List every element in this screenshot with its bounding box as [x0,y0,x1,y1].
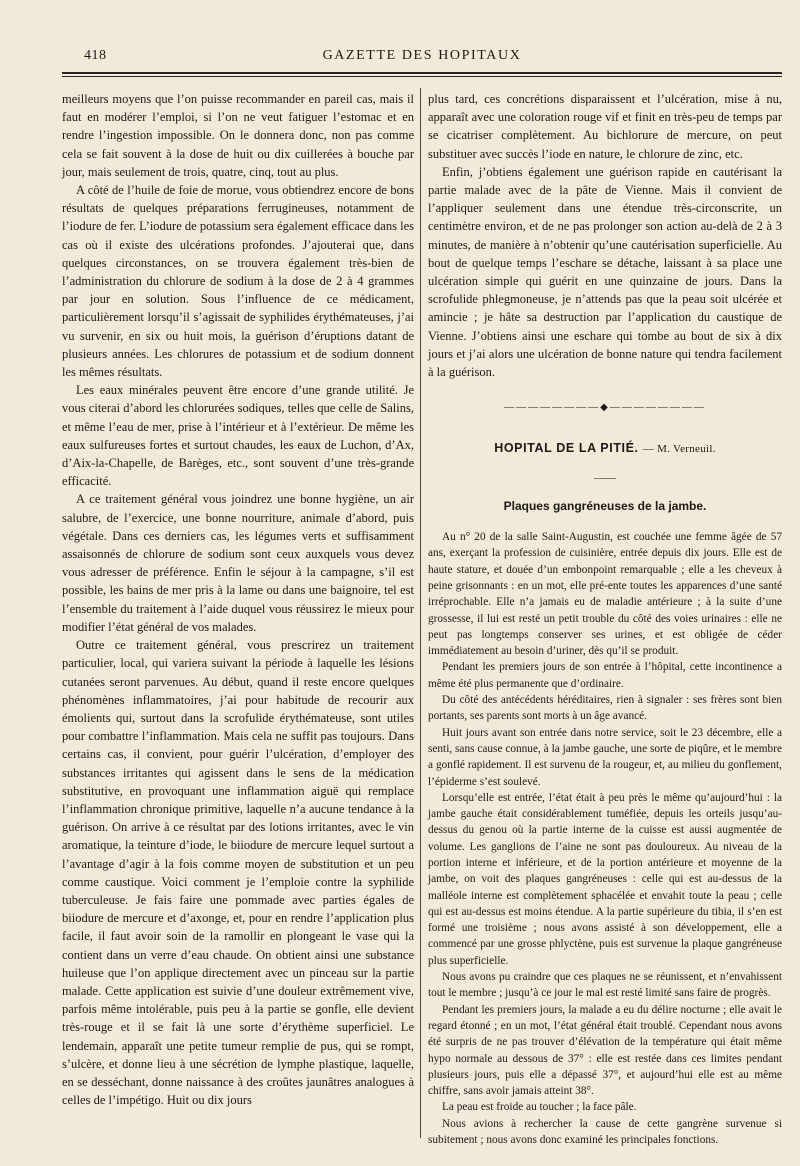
short-rule: —— [594,471,616,484]
paragraph: Huit jours avant son entrée dans notre service, soit le 23 décembre, elle a senti, sans cause connue, à la jambe gauche, une sorte de piqûre, et le membre a gonflé rapidement. Il est survenu de la rougeur, et, au milieu du gonflement, l’épiderme s’est soulevé. [428,726,782,788]
paragraph: Lorsqu’elle est entrée, l’état était à peu près le même qu’aujourd’hui : la jambe gauche était considérablement tuméfiée, depuis les orteils jusqu’au-dessus du genou où la partie interne de la cuisse est aussi augmentée de volume. Les ganglions de l’aine ne sont pas douloureux. Au niveau de la portion interne et inférieure, et de la portion antérieure et moyenne de la jambe, on voit des plaques gangréneuses : celle qui est au-dessus de la malléole interne est complètement sphacélée et envahit toute la peau ; celle qui est au-dessus est moins étendue. A la partie supérieure du tibia, il s’en est formé une troisième ; nous avons assisté à son développement, elle a commencé par une grosse phlyctène, puis est survenue la plaque gangréneuse plus superficielle. [428,791,782,967]
paragraph: Outre ce traitement général, vous prescrirez un traitement particulier, local, qui variera suivant la période à laquelle les lésions cutanées seront parvenues. Au début, quand il reste encore quelques phénomènes inflammatoires, j’ai pour habitude de recourir aux émolients qui, surtout dans la scrofulide érythémateuse, sont utiles pour combattre l’inflammation. Mais cela ne suffit pas toujours. Dans certains cas, il convient, pour guérir l’ulcération, d’employer des substances irritantes qui agissent dans le sens de la médication substitutive, en provoquant une inflammation aiguë qui remplace l’inflammation chronique primitive, laquelle n’a aucune tendance à la guérison. On arrive à ce résultat par des lotions irritantes, avec le vin aromatique, la teinture d’iode, le biiodure de mercure lequel surtout a l’avantage d’agir à la fois comme moyen de substitution et un peu comme caustique. Voici comment je l’emploie contre la syphilide tuberculeuse. Je fais faire une pommade avec parties égales de biiodure de mercure et d’axonge, et, pour en rendre l’application plus facile, il faut avoir soin de la ramollir en plongeant le vase qui la contient dans un verre d’eau chaude. On obtient ainsi une substance huileuse que l’on applique directement avec un pinceau sur la partie malade. Cette application est suivie d’une douleur extrêmement vive, parfois même intolérable, puis peu à la partie se gonfle, elle devient très-rouge et il se fait là une sorte d’érythème superficiel. Le lendemain, apparaît une petite tumeur remplie de pus, qui se rompt, s’ulcère, et donne lieu à une sécrétion de lymphe plastique, laquelle, en se desséchant, donne naissance à des croûtes jaunâtres analogues à celles de l’impétigo. Huit ou dix jours [62,638,414,1108]
paragraph: Pendant les premiers jours de son entrée à l’hôpital, cette incontinence a même été plus permanente que d’ordinaire. [428,661,782,690]
section-divider: ————————◆———————— [504,402,706,414]
paragraph: Pendant les premiers jours, la malade a eu du délire nocturne ; elle avait le regard étonné ; en un mot, l’état général était troublé. Cependant nous avons été surpris de ne pas trouver d’élévation de la température qui était même hypo normale au dessous de 37° : elle est restée dans ces limites pendant plusieurs jours, puis elle a dépassé 37°, et aujourd’hui elle est au même chiffre, sans avoir jamais atteint 38°. [428,1003,782,1098]
article-subtitle: Plaques gangréneuses de la jambe. [503,498,707,513]
paragraph: Nous avions à rechercher la cause de cette gangrène survenue si subitement ; nous avons donc examiné les principales fonctions. [428,1117,782,1147]
paragraph: A ce traitement général vous joindrez une bonne hygiène, un air salubre, de l’exercice, une bonne nourriture, animale d’abord, puis végétale. Dans ces derniers cas, les légumes verts et suffisamment assaisonnés de chlorure de sodium sont ceux auxquels vous devez vous adresser de préférence. Enfin le séjour à la campagne, s’il est possible, les bains de mer pris à la lame ou dans une baignoire, tel est l’ensemble du traitement à l’aide duquel vous réussirez le mieux pour modifier l’état général de vos malades. [62,492,414,634]
right-column [428,90,782,1148]
paragraph: plus tard, ces concrétions disparaissent et l’ulcération, mise à nu, apparaît avec une coloration rouge vif et finit en très-peu de temps par se cicatriser complètement. Au bichlorure de mercure, on peut substituer avec succès l’iode en nature, le chlorure de zinc, etc. [428,92,782,161]
paragraph: Au n° 20 de la salle Saint-Augustin, est couchée une femme âgée de 57 ans, exerçant la profession de cuisinière, entrée depuis dix jours. Elle est de haute stature, et douée d’un embonpoint remarquable ; elle a les cheveux à peine grisonnants : en un mot, elle pré-ente toutes les apparences d’une santé irréprochable. Elle n’a jamais eu de maladie antérieure ; à la suite d’une grossesse, il lui est resté un petit trouble du côté des voies urinaires : elle ne peut pas longtemps conserver ses urines, et est obligée de céder immédiatement au besoin d’uriner, dès qu’il se produit. [428,531,782,658]
paragraph: Enfin, j’obtiens également une guérison rapide en cautérisant la partie malade avec de la pâte de Vienne. Mais il convient de l’appliquer seulement dans une étendue très-circonscrite, un centimètre environ, et de ne pas prolonger son action au-delà de 2 à 3 minutes, de manière à n’obtenir qu’une cautérisation superficielle. Au bout de quelque temps l’eschare se détache, laissant à sa place une ulcération simple qui guérit en une quinzaine de jours. Dans la scrofulide phlegmoneuse, je n’attends pas que la peau soit ulcérée et amincie ; je hâte sa destruction par l’application du caustique de Vienne. J’obtiens ainsi une eschare qui tombe au bout de six à dix jours et j’ai alors une ulcération de bonne nature qui tendra facilement à la guérison. [428,164,782,380]
paragraph: Les eaux minérales peuvent être encore d’une grande utilité. Je vous citerai d’abord les chlorurées sodiques, telles que celle de Salins, et même l’eau de mer, prise à l’intérieur et à l’extérieur. De même les eaux sulfureuses fortes et surtout chaudes, les eaux de Luchon, d’Ax, d’Aix-la-Chapelle, de Barèges, etc., sont souvent d’une très-grande efficacité. [62,383,414,489]
paragraph: Nous avons pu craindre que ces plaques ne se réunissent, et n’envahissent tout le membre ; jusqu’à ce jour le mal est resté limité sans faire de progrès. [428,971,782,1000]
left-column [62,90,414,1109]
paragraph: Du côté des antécédents héréditaires, rien à signaler : ses frères sont bien portants, ses parents sont morts à un âge avancé. [428,694,782,723]
header-rule-thin [62,76,782,77]
page-number: 418 [84,48,107,63]
column-divider [420,88,421,1138]
section-title: HOPITAL DE LA PITIÉ. [494,441,639,456]
paragraph: A côté de l’huile de foie de morue, vous obtiendrez encore de bons résultats de quelques préparations ferrugineuses, notamment de l’iodure de fer. L’iodure de potassium sera également efficace dans les cas où il existe des ulcérations profondes. J’ajouterai que, dans quelques circonstances, on se trouvera également très-bien de l’administration du chlorure de sodium à la dose de 2 à 4 grammes par jour en solution. Sous l’influence de ce médicament, particulièrement lorsqu’il s’agissait de syphilides érythémateuses, j’ai vu survenir, en six ou huit mois, la guérison d’éruptions datant de plusieurs années. Les chlorures de potassium et de sodium donnent les mêmes résultats. [62,183,414,380]
section-heading [428,439,782,458]
section-author: — M. Verneuil. [642,443,716,456]
paragraph: La peau est froide au toucher ; la face pâle. [442,1101,637,1114]
journal-title: GAZETTE DES HOPITAUX [322,48,522,63]
case-report [428,529,782,1148]
page-header [62,44,782,68]
paragraph: meilleurs moyens que l’on puisse recommander en pareil cas, mais il faut en modérer l’emploi, si l’on ne veut fatiguer l’estomac et en rendre l’ingestion impossible. On le donnera donc, non pas comme cela se fait souvent à la dose de huit ou dix cuillerées à bouche par jour, mais seulement de trois, quatre, cinq, tout au plus. [62,92,414,179]
header-rule [62,72,782,74]
